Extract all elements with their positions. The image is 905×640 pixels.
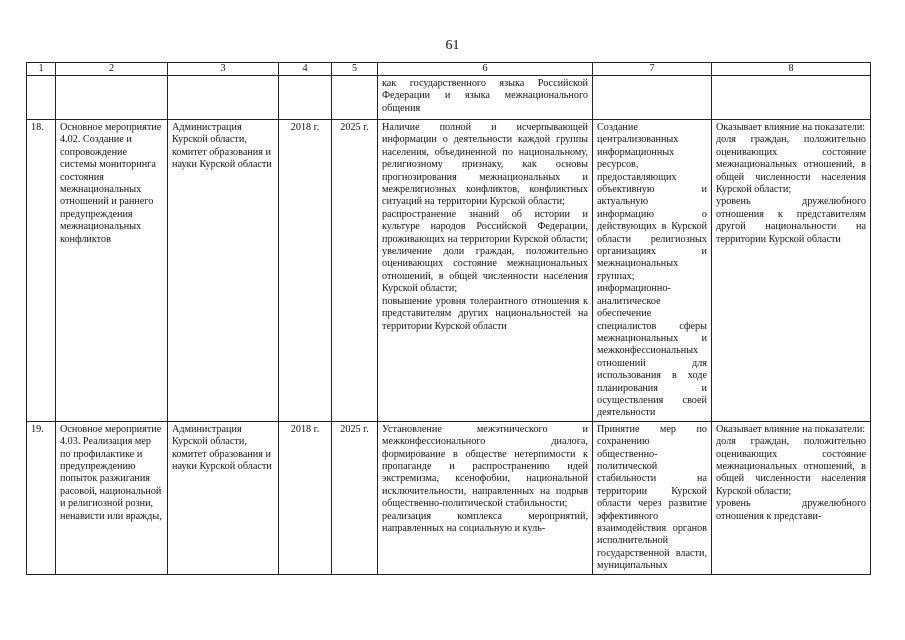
continuation-text: как государственного языка Российской Федерации и языка межнационального общения [382,78,588,114]
cont-cell-4 [279,76,332,120]
result-cell [378,120,593,422]
event-text: Основное мероприятие 4.03. Реализация мер по профилактике и предупреждению попыток разжигания расовой, национальной и религиозной розни, ненависти или вражды, [60,423,162,522]
event-cell [56,421,168,574]
cont-cell-3 [168,76,279,120]
start-cell [279,120,332,422]
table-row [27,421,871,574]
row-number [27,421,56,574]
executor-cell [168,421,279,574]
start-cell [279,421,332,574]
start-text: 2018 г. [290,423,320,435]
row-number-text: 18. [31,122,44,133]
start-text: 2018 г. [290,122,320,133]
content-cell [593,421,712,574]
indicators-text: Оказывает влияние на показатели: доля граждан, положительно оценивающих состояние межнациональных отношений, в общей численности населения Курской области; уровень дружелюбного отношения к представителям другой национальности на территории Курской области [716,122,866,245]
cont-cell-8 [712,76,871,120]
indicators-cell [712,421,871,574]
result-cell [378,421,593,574]
event-cell [56,120,168,422]
executor-cell [168,120,279,422]
end-text: 2025 г. [340,122,369,133]
indicators-text: Оказывает влияние на показатели: доля граждан, положительно оценивающих состояние межнациональных отношений, в общей численности населения Курской области; уровень дружелюбного отношения к представи- [716,423,866,522]
cont-cell-1 [27,76,56,120]
cont-cell-2 [56,76,168,120]
table-row [27,120,871,422]
cont-cell-6 [378,76,593,120]
cont-cell-7 [593,76,712,120]
indicators-cell [712,120,871,422]
end-cell [332,421,378,574]
result-text: Наличие полной и исчерпывающей информации о деятельности каждой группы населения, объединенной по национальному, религиозному признаку, как основы прогнозирования межнациональных и межрелигиозных конфликтов, конфликтных ситуаций на территории Курской области; распространение знаний об истории и культуре народов Российской Федерации, проживающих на территории Курской области; увеличение доли граждан, положительно оценивающих состояние межнациональных отношений, в общей численности населения Курской области; повышение уровня толерантного отношения к представителям других национальностей на территории Курской области [382,122,588,332]
header-col-4: 4 [279,63,332,76]
end-cell [332,120,378,422]
header-col-6: 6 [378,63,593,76]
row-number-text: 19. [31,423,44,435]
row-number [27,120,56,422]
executor-text: Администрация Курской области, комитет образования и науки Курской области [172,122,272,171]
header-col-3: 3 [168,63,279,76]
header-col-1: 1 [27,63,56,76]
page-number: 61 [445,38,460,53]
content-cell [593,120,712,422]
header-col-8: 8 [712,63,871,76]
cont-cell-5 [332,76,378,120]
program-table [26,62,871,575]
event-text: Основное мероприятие 4.02. Создание и сопровождение системы мониторинга состояния межнациональных отношений и раннего предупреждения межнациональных конфликтов [60,122,162,245]
header-col-7: 7 [593,63,712,76]
executor-text: Администрация Курской области, комитет образования и науки Курской области [172,423,272,472]
content-text: Создание централизованных информационных ресурсов, предоставляющих объективную и актуальную информацию о действующих в Курской области религиозных организациях и межнациональных группах; информационно-аналитическое обеспечение специалистов сферы межнациональных и межконфессиональных отношений для использования в ходе планирования и осуществления своей деятельности [597,122,707,419]
header-row [27,63,871,76]
header-col-2: 2 [56,63,168,76]
end-text: 2025 г. [340,423,369,435]
content-text: Принятие мер по сохранению общественно-политической стабильности на территории Курской области через развитие эффективного взаимодействия органов исполнительной государственной власти, муниципальных [597,423,707,572]
header-col-5: 5 [332,63,378,76]
result-text: Установление межэтнического и межконфессионального диалога, формирование в обществе нетерпимости к пропаганде и распространению идей экстремизма, ксенофобии, национальной исключительности, направленных на подрыв общественно-политической стабильности; реализация комплекса мероприятий, направленных на социальную и куль- [382,423,588,534]
continuation-row [27,76,871,120]
